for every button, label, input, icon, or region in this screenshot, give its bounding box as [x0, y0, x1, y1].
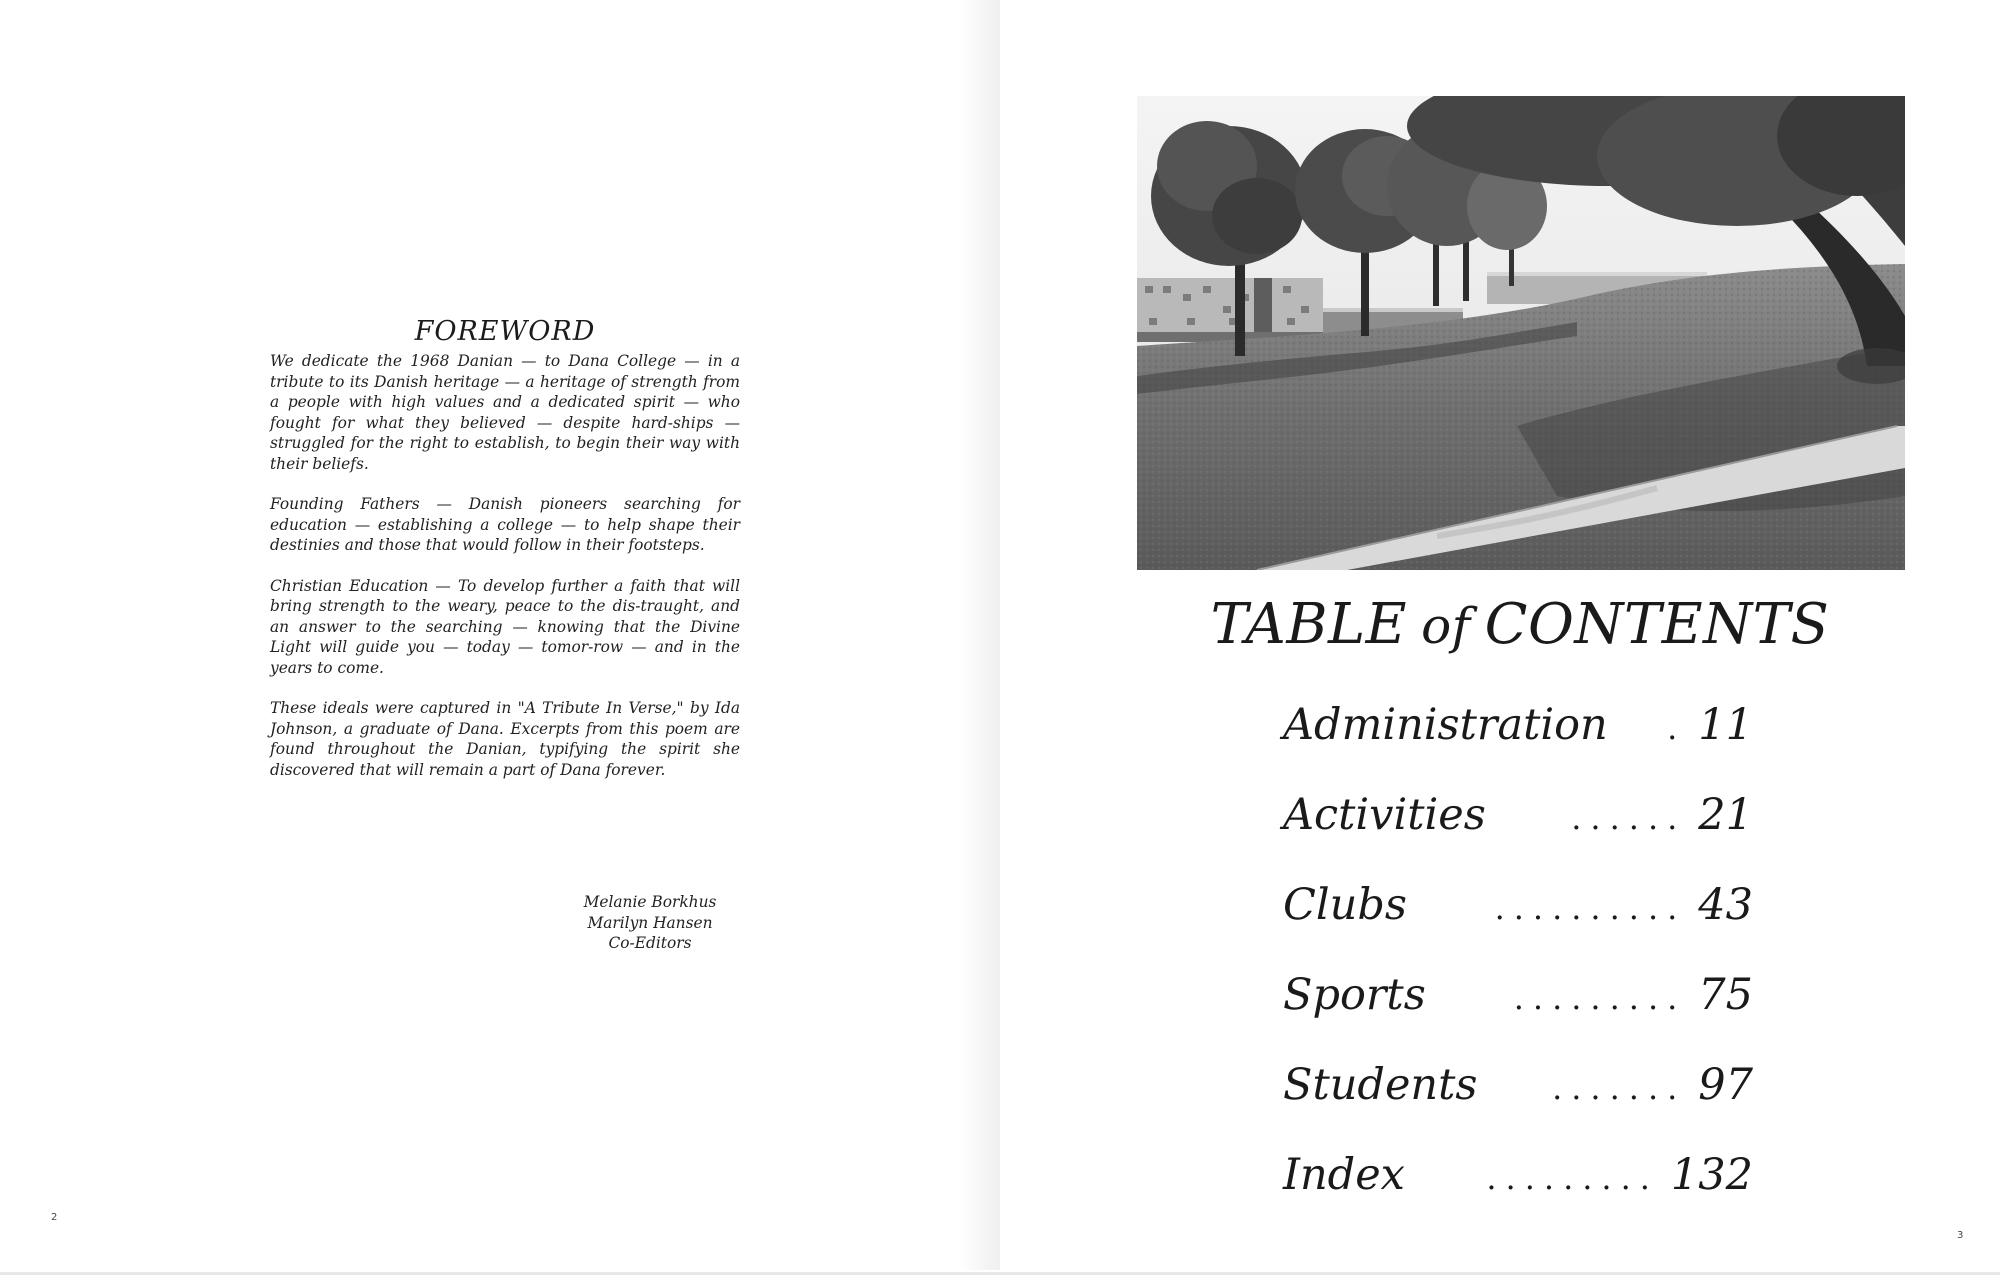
toc-title-word: CONTENTS	[1484, 592, 1830, 657]
editor-name: Melanie Borkhus	[583, 893, 717, 911]
toc-entry-label: Activities	[1283, 790, 1486, 840]
toc-entry-page: 43	[1698, 880, 1753, 930]
toc-entry-page: 97	[1698, 1060, 1753, 1110]
toc-entry-index[interactable]	[1283, 1150, 1753, 1240]
toc-entry-label: Sports	[1283, 970, 1426, 1020]
toc-dot-leader: .........	[1513, 979, 1687, 1017]
page-number-left: 2	[51, 1212, 58, 1223]
foreword-section	[270, 316, 740, 800]
toc-dot-leader: .........	[1486, 1159, 1659, 1197]
toc-entry-page: 75	[1698, 970, 1753, 1020]
page-bottom-edge	[0, 1272, 2000, 1275]
editor-name: Marilyn Hansen	[587, 913, 713, 932]
toc-entry-administration[interactable]	[1283, 700, 1753, 790]
toc-entry-page: 21	[1698, 790, 1753, 840]
toc-dot-leader: .......	[1552, 1069, 1687, 1107]
toc-entry-label: Students	[1283, 1060, 1478, 1110]
toc-entry-label: Index	[1283, 1150, 1405, 1200]
page-number-right: 3	[1957, 1230, 1964, 1241]
toc-entry-page: 11	[1698, 700, 1753, 750]
toc-title-word: TABLE	[1210, 592, 1408, 657]
toc-dot-leader: .	[1667, 709, 1687, 747]
toc-dot-leader: ..........	[1494, 889, 1687, 927]
foreword-title: FOREWORD	[414, 316, 596, 347]
editor-role: Co-Editors	[608, 934, 692, 952]
toc-dot-leader: ......	[1571, 799, 1687, 837]
campus-lawn-photo	[1137, 96, 1905, 570]
foreword-paragraph: Christian Education — To develop further a faith that will bring strength to the weary, peace to the dis-traught, and an answer to the searching — knowing that the Divine Light will guide you — today — tomor-row — and in the years to come.	[270, 576, 740, 677]
toc-list	[1283, 700, 1753, 1240]
toc-title-word: of	[1421, 597, 1471, 655]
dormitory-building	[1137, 278, 1323, 342]
toc-entry-clubs[interactable]	[1283, 880, 1753, 970]
foreword-paragraph: Founding Fathers — Danish pioneers searching for education — establishing a college — to help shape their destinies and those that would follow in their footsteps.	[270, 495, 740, 554]
toc-entry-activities[interactable]	[1283, 790, 1753, 880]
toc-title	[1190, 592, 1850, 657]
left-page	[0, 0, 1000, 1270]
toc-entry-label: Administration	[1283, 700, 1608, 750]
toc-entry-page: 132	[1670, 1150, 1753, 1200]
toc-entry-students[interactable]	[1283, 1060, 1753, 1150]
editors-signature	[560, 892, 740, 954]
foreword-paragraph: These ideals were captured in "A Tribute In Verse," by Ida Johnson, a graduate of Dana. Excerpts from this poem are found throughout the Danian, typifying the spirit she discovered that will remain a part of Dana forever.	[270, 699, 740, 779]
toc-entry-sports[interactable]	[1283, 970, 1753, 1060]
toc-entry-label: Clubs	[1283, 880, 1407, 930]
foreword-paragraph: We dedicate the 1968 Danian — to Dana College — in a tribute to its Danish heritage — a heritage of strength from a people with high values and a dedicated spirit — who fought for what they believed — despite hard-ships — struggled for the right to establish, to begin their way with their beliefs.	[270, 352, 740, 473]
